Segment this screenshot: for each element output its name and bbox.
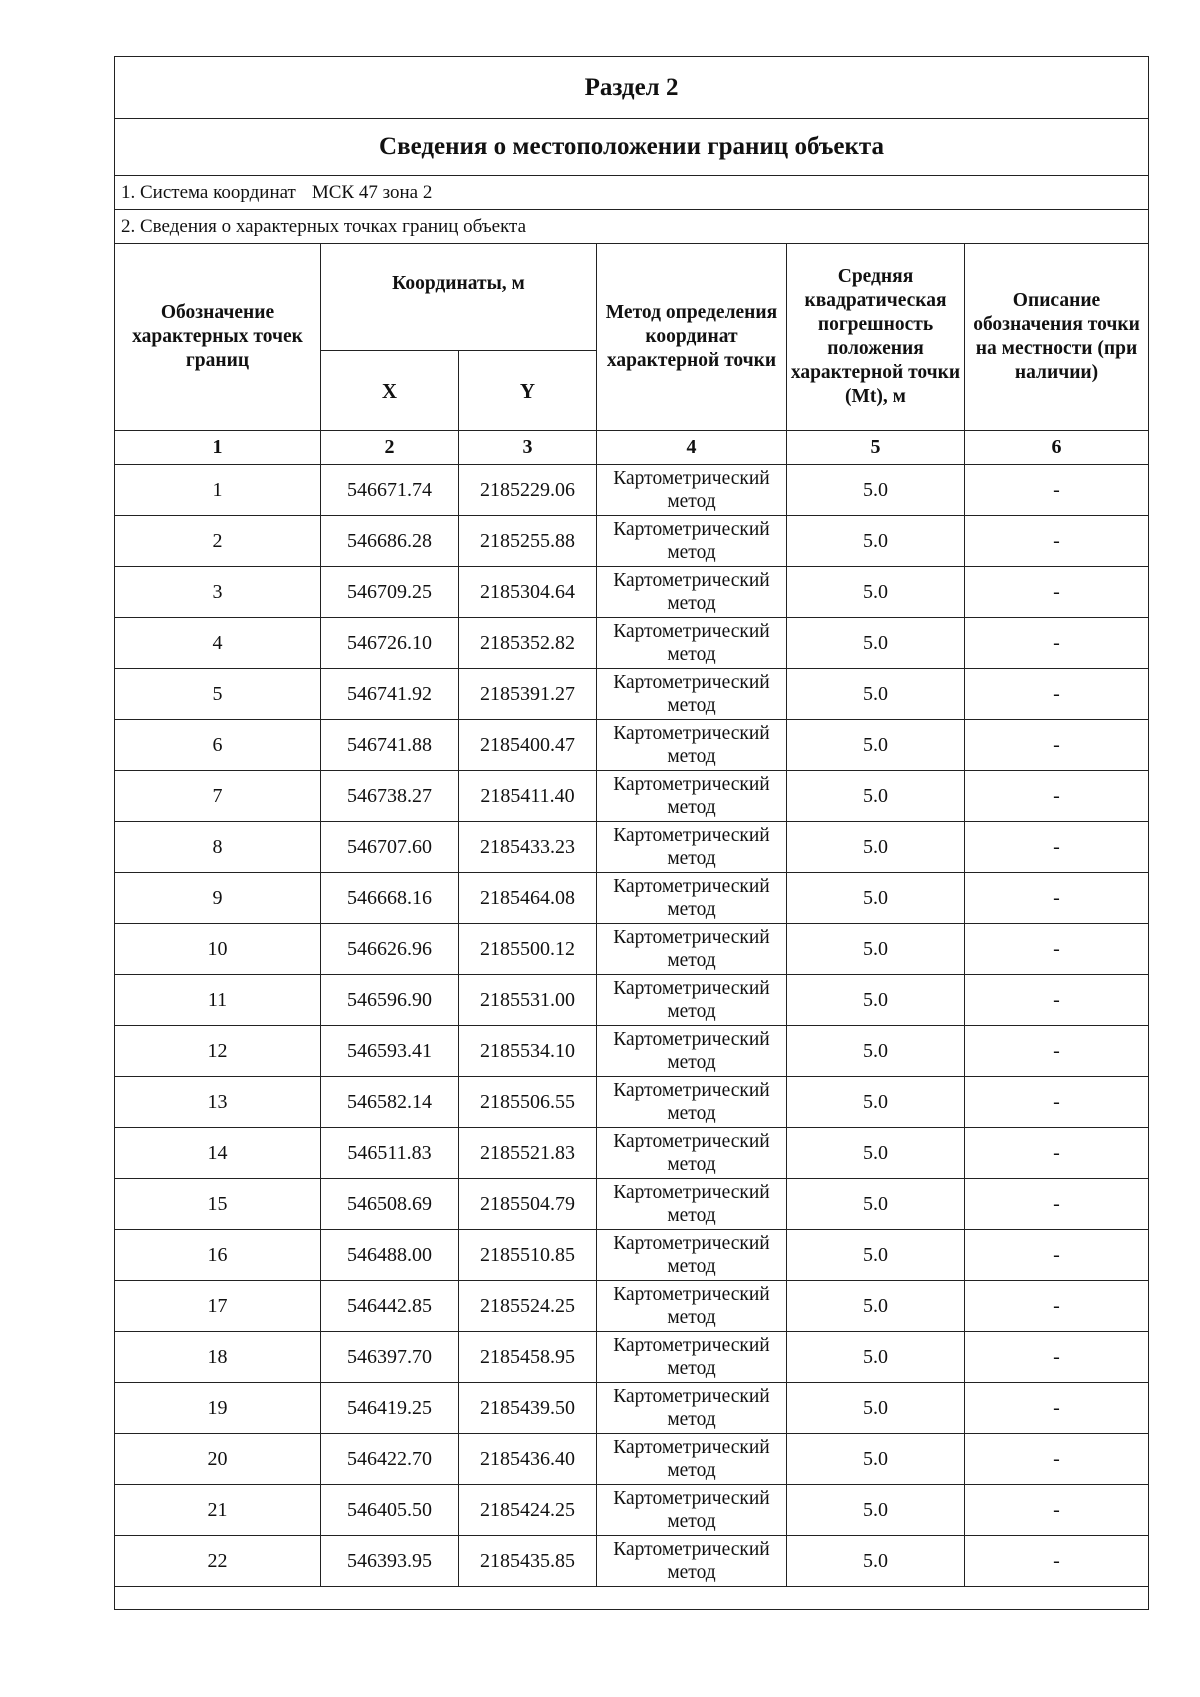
coord-x: 546707.60 [321, 822, 459, 873]
point-number: 6 [115, 720, 321, 771]
coord-x: 546626.96 [321, 924, 459, 975]
mt-error: 5.0 [787, 873, 965, 924]
coord-y: 2185458.95 [459, 1332, 597, 1383]
table-row [115, 771, 1149, 822]
mt-error: 5.0 [787, 975, 965, 1026]
point-number: 16 [115, 1230, 321, 1281]
section-subtitle-row [115, 119, 1149, 176]
coord-x: 546582.14 [321, 1077, 459, 1128]
column-numbers-row [115, 431, 1149, 465]
coord-x: 546419.25 [321, 1383, 459, 1434]
point-number: 15 [115, 1179, 321, 1230]
coord-y: 2185436.40 [459, 1434, 597, 1485]
table-row [115, 1383, 1149, 1434]
description: - [965, 465, 1149, 516]
coord-x: 546442.85 [321, 1281, 459, 1332]
method: Картометрический метод [597, 669, 787, 720]
mt-error: 5.0 [787, 720, 965, 771]
point-number: 8 [115, 822, 321, 873]
description: - [965, 1332, 1149, 1383]
point-number: 1 [115, 465, 321, 516]
mt-error: 5.0 [787, 1332, 965, 1383]
document [114, 56, 1148, 1610]
coord-x: 546741.92 [321, 669, 459, 720]
mt-error: 5.0 [787, 1179, 965, 1230]
mt-error: 5.0 [787, 1485, 965, 1536]
coord-x: 546422.70 [321, 1434, 459, 1485]
point-number: 14 [115, 1128, 321, 1179]
point-number: 7 [115, 771, 321, 822]
method: Картометрический метод [597, 516, 787, 567]
coord-x: 546686.28 [321, 516, 459, 567]
mt-error: 5.0 [787, 516, 965, 567]
method: Картометрический метод [597, 1332, 787, 1383]
column-number: 3 [459, 431, 597, 465]
coord-x: 546488.00 [321, 1230, 459, 1281]
coord-y: 2185531.00 [459, 975, 597, 1026]
table-row [115, 1434, 1149, 1485]
mt-error: 5.0 [787, 1536, 965, 1587]
mt-error: 5.0 [787, 1281, 965, 1332]
point-number: 9 [115, 873, 321, 924]
point-number: 19 [115, 1383, 321, 1434]
points-info-row [115, 210, 1149, 244]
coord-system-label: 1. Система координат [121, 181, 296, 203]
table-row [115, 1026, 1149, 1077]
table-header-row [115, 244, 1149, 351]
point-number: 5 [115, 669, 321, 720]
coord-y: 2185411.40 [459, 771, 597, 822]
column-number: 1 [115, 431, 321, 465]
method: Картометрический метод [597, 822, 787, 873]
table-row [115, 1128, 1149, 1179]
description: - [965, 1383, 1149, 1434]
point-number: 22 [115, 1536, 321, 1587]
table-row [115, 516, 1149, 567]
mt-error: 5.0 [787, 567, 965, 618]
description: - [965, 1281, 1149, 1332]
table-row [115, 1536, 1149, 1587]
coord-x: 546593.41 [321, 1026, 459, 1077]
point-number: 10 [115, 924, 321, 975]
coord-y: 2185391.27 [459, 669, 597, 720]
table-row [115, 618, 1149, 669]
method: Картометрический метод [597, 1485, 787, 1536]
section-title-row [115, 57, 1149, 119]
coord-y: 2185433.23 [459, 822, 597, 873]
coord-system [115, 176, 1149, 210]
header-error: Средняя квадратическая погрешность положения характерной точки (Mt), м [787, 244, 965, 431]
coord-system-value: МСК 47 зона 2 [311, 181, 433, 203]
coord-x: 546397.70 [321, 1332, 459, 1383]
point-number: 18 [115, 1332, 321, 1383]
coord-y: 2185510.85 [459, 1230, 597, 1281]
coord-x: 546671.74 [321, 465, 459, 516]
description: - [965, 669, 1149, 720]
header-y: Y [459, 351, 597, 431]
method: Картометрический метод [597, 618, 787, 669]
column-number: 4 [597, 431, 787, 465]
column-number: 5 [787, 431, 965, 465]
description: - [965, 516, 1149, 567]
coord-y: 2185500.12 [459, 924, 597, 975]
point-number: 13 [115, 1077, 321, 1128]
mt-error: 5.0 [787, 1077, 965, 1128]
coord-y: 2185524.25 [459, 1281, 597, 1332]
method: Картометрический метод [597, 1179, 787, 1230]
table-row [115, 924, 1149, 975]
coord-y: 2185439.50 [459, 1383, 597, 1434]
description: - [965, 1536, 1149, 1587]
coord-y: 2185534.10 [459, 1026, 597, 1077]
header-point-designation: Обозначение характерных точек границ [115, 244, 321, 431]
table-footer [115, 1587, 1149, 1610]
table-row [115, 873, 1149, 924]
method: Картометрический метод [597, 465, 787, 516]
description: - [965, 822, 1149, 873]
coord-x: 546741.88 [321, 720, 459, 771]
method: Картометрический метод [597, 720, 787, 771]
point-number: 3 [115, 567, 321, 618]
point-number: 4 [115, 618, 321, 669]
coord-system-row [115, 176, 1149, 210]
mt-error: 5.0 [787, 822, 965, 873]
mt-error: 5.0 [787, 1128, 965, 1179]
method: Картометрический метод [597, 1026, 787, 1077]
description: - [965, 1077, 1149, 1128]
point-number: 20 [115, 1434, 321, 1485]
coord-x: 546508.69 [321, 1179, 459, 1230]
method: Картометрический метод [597, 1536, 787, 1587]
header-description: Описание обозначения точки на местности (при наличии) [965, 244, 1149, 431]
table-row [115, 669, 1149, 720]
description: - [965, 720, 1149, 771]
mt-error: 5.0 [787, 465, 965, 516]
column-number: 6 [965, 431, 1149, 465]
table-row [115, 975, 1149, 1026]
coord-x: 546726.10 [321, 618, 459, 669]
point-number: 11 [115, 975, 321, 1026]
table-row [115, 822, 1149, 873]
table-row [115, 567, 1149, 618]
description: - [965, 618, 1149, 669]
point-number: 2 [115, 516, 321, 567]
coord-x: 546596.90 [321, 975, 459, 1026]
header-method: Метод определения координат характерной точки [597, 244, 787, 431]
method: Картометрический метод [597, 1077, 787, 1128]
method: Картометрический метод [597, 1230, 787, 1281]
coord-y: 2185229.06 [459, 465, 597, 516]
section-subtitle: Сведения о местоположении границ объекта [115, 119, 1149, 176]
coord-y: 2185521.83 [459, 1128, 597, 1179]
point-number: 17 [115, 1281, 321, 1332]
coord-x: 546511.83 [321, 1128, 459, 1179]
mt-error: 5.0 [787, 669, 965, 720]
coord-y: 2185352.82 [459, 618, 597, 669]
method: Картометрический метод [597, 771, 787, 822]
method: Картометрический метод [597, 924, 787, 975]
description: - [965, 1179, 1149, 1230]
coord-y: 2185506.55 [459, 1077, 597, 1128]
header-coordinates: Координаты, м [321, 244, 597, 351]
method: Картометрический метод [597, 975, 787, 1026]
mt-error: 5.0 [787, 1383, 965, 1434]
method: Картометрический метод [597, 1434, 787, 1485]
description: - [965, 1485, 1149, 1536]
table-row [115, 465, 1149, 516]
table-row [115, 720, 1149, 771]
description: - [965, 1026, 1149, 1077]
column-number: 2 [321, 431, 459, 465]
coord-y: 2185435.85 [459, 1536, 597, 1587]
table-row [115, 1332, 1149, 1383]
mt-error: 5.0 [787, 771, 965, 822]
description: - [965, 1128, 1149, 1179]
coord-y: 2185424.25 [459, 1485, 597, 1536]
description: - [965, 873, 1149, 924]
method: Картометрический метод [597, 1128, 787, 1179]
table-row [115, 1281, 1149, 1332]
method: Картометрический метод [597, 1281, 787, 1332]
table-row [115, 1485, 1149, 1536]
table-row [115, 1179, 1149, 1230]
coord-y: 2185304.64 [459, 567, 597, 618]
mt-error: 5.0 [787, 1026, 965, 1077]
description: - [965, 924, 1149, 975]
boundary-table [114, 56, 1149, 1610]
coord-x: 546709.25 [321, 567, 459, 618]
header-x: X [321, 351, 459, 431]
table-row [115, 1230, 1149, 1281]
method: Картометрический метод [597, 873, 787, 924]
mt-error: 5.0 [787, 1434, 965, 1485]
coord-x: 546738.27 [321, 771, 459, 822]
coord-y: 2185504.79 [459, 1179, 597, 1230]
coord-x: 546393.95 [321, 1536, 459, 1587]
table-row [115, 1077, 1149, 1128]
coord-y: 2185255.88 [459, 516, 597, 567]
description: - [965, 771, 1149, 822]
mt-error: 5.0 [787, 618, 965, 669]
description: - [965, 975, 1149, 1026]
point-number: 12 [115, 1026, 321, 1077]
coord-y: 2185464.08 [459, 873, 597, 924]
mt-error: 5.0 [787, 1230, 965, 1281]
method: Картометрический метод [597, 567, 787, 618]
point-number: 21 [115, 1485, 321, 1536]
description: - [965, 1434, 1149, 1485]
mt-error: 5.0 [787, 924, 965, 975]
table-footer-row [115, 1587, 1149, 1610]
description: - [965, 1230, 1149, 1281]
coord-x: 546405.50 [321, 1485, 459, 1536]
coord-y: 2185400.47 [459, 720, 597, 771]
section-title: Раздел 2 [115, 57, 1149, 119]
description: - [965, 567, 1149, 618]
points-info: 2. Сведения о характерных точках границ объекта [115, 210, 1149, 244]
method: Картометрический метод [597, 1383, 787, 1434]
coord-x: 546668.16 [321, 873, 459, 924]
